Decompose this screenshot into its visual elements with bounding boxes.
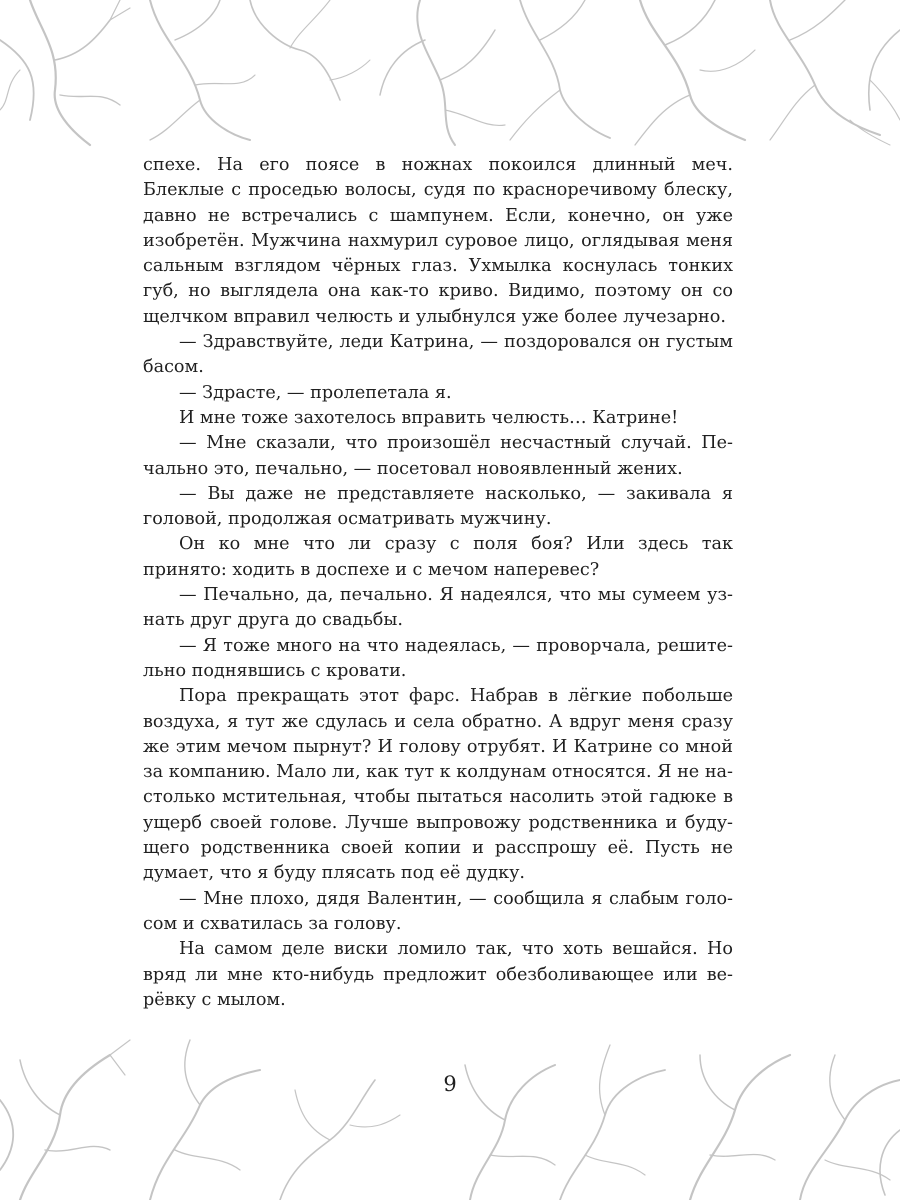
- paragraph: Он ко мне что ли сразу с поля боя? Или здесь так принято: ходить в доспехе и с мечом наперевес?: [143, 534, 733, 580]
- paragraph: — Печально, да, печально. Я надеялся, что мы сумеем узнать друг друга до свадьбы.: [143, 585, 733, 631]
- branches-illustration-top: [0, 0, 900, 150]
- paragraph: — Вы даже не представляете насколько, — закивала я головой, продолжая осматривать мужчину.: [143, 483, 733, 530]
- paragraph: — Я тоже много на что надеялась, — проворчала, решительно поднявшись с кровати.: [143, 635, 733, 681]
- bottom-branch-ornament: [0, 1030, 900, 1200]
- branches-illustration-bottom: [0, 1030, 900, 1200]
- page-number: 9: [443, 1072, 457, 1096]
- body-text: [143, 153, 733, 1013]
- paragraph: На самом деле виски ломило так, что хоть вешайся. Но вряд ли мне кто-нибудь предложит обезболивающее или верёвку с мылом.: [143, 939, 733, 1010]
- paragraph: — Здрасте, — пролепетала я.: [179, 382, 452, 403]
- top-branch-ornament: [0, 0, 900, 150]
- paragraph: — Мне сказали, что произошёл несчастный случай. Печально это, печально, — посетовал новоявленный жених.: [143, 433, 733, 479]
- paragraph: спехе. На его поясе в ножнах покоился длинный меч. Блеклые с проседью волосы, судя по красноречивому блеску, давно не встречались с шампунем. Если, конечно, он уже изобретён. Мужчина нахмурил суровое лицо, оглядывая меня сальным взглядом чёрных глаз. Ухмылка коснулась тонких губ, но выглядела она как-то криво. Видимо, поэтому он со щелчком вправил челюсть и улыбнулся уже более лучезарно.: [143, 155, 733, 327]
- paragraph: — Мне плохо, дядя Валентин, — сообщила я слабым голосом и схватилась за голову.: [143, 888, 733, 934]
- paragraph: Пора прекращать этот фарс. Набрав в лёгкие побольше воздуха, я тут же сдулась и села обратно. А вдруг меня сразу же этим мечом пырнут? И голову отрубят. И Катрине со мной за компанию. Мало ли, как тут к колдунам относятся. Я не настолько мстительная, чтобы пытаться насолить этой гадюке в ущерб своей голове. Лучше выпровожу родственника и будущего родственника своей копии и расспрошу её. Пусть не думает, что я буду плясать под её дудку.: [143, 686, 733, 884]
- paragraph: — Здравствуйте, леди Катрина, — поздоровался он густым басом.: [143, 332, 733, 378]
- paragraph: И мне тоже захотелось вправить челюсть… Катрине!: [179, 407, 679, 428]
